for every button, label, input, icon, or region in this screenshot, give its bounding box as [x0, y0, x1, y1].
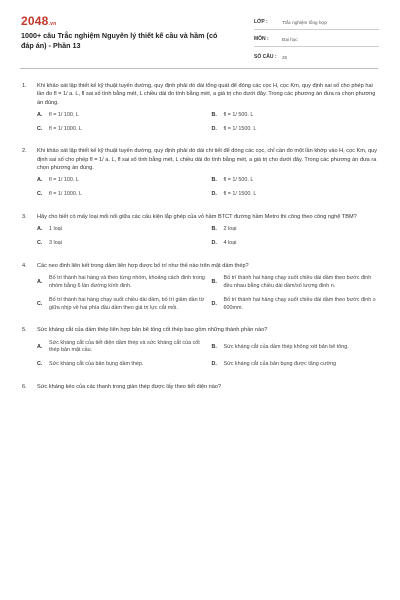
option-d[interactable]: [212, 126, 381, 134]
question-number: 4.: [22, 262, 27, 269]
option-letter: C.: [37, 300, 43, 307]
header-divider: [20, 68, 378, 69]
option-text: Sức kháng cắt của bản bụng được tăng cường: [223, 361, 337, 368]
option-c[interactable]: [37, 126, 206, 134]
site-logo[interactable]: [21, 14, 56, 28]
option-d[interactable]: [212, 191, 381, 199]
option-b[interactable]: [212, 112, 381, 120]
option-letter: C.: [37, 240, 43, 247]
option-letter: A.: [37, 111, 43, 118]
page-title: 1000+ câu Trắc nghiệm Nguyên lý thiết kế cầu và hầm (có đáp án) - Phần 13: [21, 31, 218, 50]
option-text: 3 loại: [49, 240, 62, 247]
question-number: 6.: [22, 384, 27, 391]
question-5: [22, 326, 380, 369]
option-c[interactable]: [37, 361, 206, 369]
option-letter: B.: [211, 343, 217, 350]
option-text: Bố trí thành hai hàng chạy suốt chiều dài dầm, bố trí giảm dần từ giữa nhịp về hai phía đầu dầm theo giá trị lực cắt mỏi.: [49, 296, 205, 311]
option-text: Bố trí thành hai hàng chạy suốt chiều dài dầm theo bước đinh ≥ 600mm.: [223, 296, 376, 311]
option-letter: B.: [211, 111, 217, 118]
option-d[interactable]: [212, 361, 381, 369]
logo-number: 2048: [21, 14, 49, 28]
question-text: Hãy cho biết có mấy loại mối nối giữa các cấu kiện lắp ghép của vỏ hầm BTCT đường hầm Metro thi công theo công nghệ TBM?: [37, 213, 357, 220]
question-3: [22, 213, 380, 248]
option-c[interactable]: [37, 297, 206, 313]
question-6: [22, 383, 380, 391]
option-letter: B.: [211, 226, 217, 233]
meta-label: SỐ CÂU :: [254, 54, 277, 60]
meta-row-subject: [254, 30, 379, 47]
option-letter: C.: [37, 191, 43, 198]
option-letter: D.: [211, 125, 217, 132]
option-a[interactable]: [37, 226, 206, 234]
option-letter: D.: [211, 361, 217, 368]
option-text: fl = 1/ 1000. L: [49, 125, 82, 132]
question-number: 1.: [22, 83, 27, 89]
question-text: Sức kháng cắt của dầm thép liên hợp bản bê tông cốt thép bao gồm những thành phần nào?: [37, 327, 268, 334]
question-2: [22, 147, 380, 198]
option-b[interactable]: [212, 177, 381, 185]
option-text: Sức kháng cắt của bản bụng dầm thép.: [49, 361, 144, 368]
option-text: 1 loại: [49, 226, 62, 233]
meta-value: Đại học: [282, 37, 298, 42]
question-4: [22, 262, 380, 312]
option-b[interactable]: [212, 340, 381, 356]
option-letter: B.: [211, 177, 217, 184]
option-text: fl = 1/ 1500. L: [223, 191, 257, 198]
option-text: fl = 1/ 500. L: [223, 177, 254, 184]
option-text: fl = 1/ 100. L: [49, 111, 79, 118]
option-text: Bố trí thành hai hàng và theo từng nhóm, khoảng cách đinh trong nhóm bằng 6 lần đường kính đinh.: [49, 275, 205, 289]
meta-label: MÔN :: [254, 36, 269, 42]
question-text: Khi khảo sát lập thiết kế kỹ thuật tuyến đường, quy định phải dò dài tổng quát để đóng các cọc H, cọc Km, quy định sai số cho phép hai lần đo fl = 1/ a. L, fl sai số tính bằng mét, L chiều dài đo tính bằng mét, a giá trị cho dưới đây. Trong các phương án đưa ra chọn phương án đúng.: [37, 83, 376, 106]
option-c[interactable]: [37, 240, 206, 248]
option-text: fl = 1/ 1500. L: [223, 125, 257, 132]
meta-row-count: [254, 47, 379, 64]
option-text: Sức kháng cắt của dầm thép không xét bản bê tông.: [223, 343, 349, 350]
option-letter: D.: [211, 240, 217, 247]
option-letter: C.: [37, 361, 43, 368]
meta-row-class: [254, 13, 379, 30]
option-d[interactable]: [212, 297, 381, 313]
option-letter: C.: [37, 125, 43, 132]
option-a[interactable]: [37, 340, 206, 356]
question-text: Sức kháng kéo của các thanh trong giàn thép được lấy theo tiết diện nào?: [37, 384, 222, 391]
option-a[interactable]: [37, 112, 206, 120]
option-text: Bố trí thành hai hàng chạy suốt chiều dài dầm theo bước đinh đều nhau bằng chiều dài dầm/số lượng đinh n.: [223, 275, 372, 289]
option-text: fl = 1/ 500. L: [223, 111, 254, 118]
option-letter: D.: [211, 191, 217, 198]
option-letter: A.: [37, 343, 43, 350]
meta-label: LỚP :: [254, 19, 268, 25]
option-text: fl = 1/ 100. L: [49, 177, 79, 184]
option-text: 4 loại: [223, 240, 237, 247]
option-a[interactable]: [37, 275, 206, 291]
question-number: 2.: [22, 148, 27, 155]
option-text: Sức kháng cắt của tiết diện dầm thép và sức kháng cắt của cốt thép bản mặt cầu.: [49, 339, 200, 354]
option-a[interactable]: [37, 177, 206, 185]
option-c[interactable]: [37, 191, 206, 199]
question-number: 5.: [22, 327, 27, 334]
option-text: 2 loại: [223, 226, 237, 233]
option-letter: D.: [211, 300, 217, 307]
logo-domain: .vn: [48, 21, 57, 27]
option-letter: A.: [37, 279, 43, 286]
meta-value: Trắc nghiệm tổng hợp: [282, 20, 327, 25]
option-d[interactable]: [212, 240, 381, 248]
meta-info: [254, 13, 379, 64]
question-1: [22, 82, 380, 133]
option-letter: A.: [37, 226, 43, 233]
question-number: 3.: [22, 213, 27, 220]
option-b[interactable]: [212, 226, 381, 234]
question-list: [22, 82, 380, 405]
meta-value: 25: [282, 55, 288, 60]
option-text: fl = 1/ 1000. L: [49, 191, 82, 198]
option-b[interactable]: [212, 275, 381, 291]
option-letter: A.: [37, 177, 43, 184]
question-text: Các neo đinh liên kết trong dầm liên hợp được bố trí như thế nào trên mặt dầm thép?: [37, 262, 249, 269]
question-text: Khi khảo sát lập thiết kế kỹ thuật tuyến đường, quy định phải dò dài chi tiết để đóng các cọc, chỉ cần đo một lần khớp vào H, cọc Km, quy định sai số cho phép fl = 1/ a. L, fl sai số tính bằng mét, L chiều dài đo tính bằng mét, a giá trị cho dưới đây. Trong các phương án đưa ra chọn phương án đúng.: [37, 148, 378, 172]
option-letter: B.: [211, 279, 217, 286]
